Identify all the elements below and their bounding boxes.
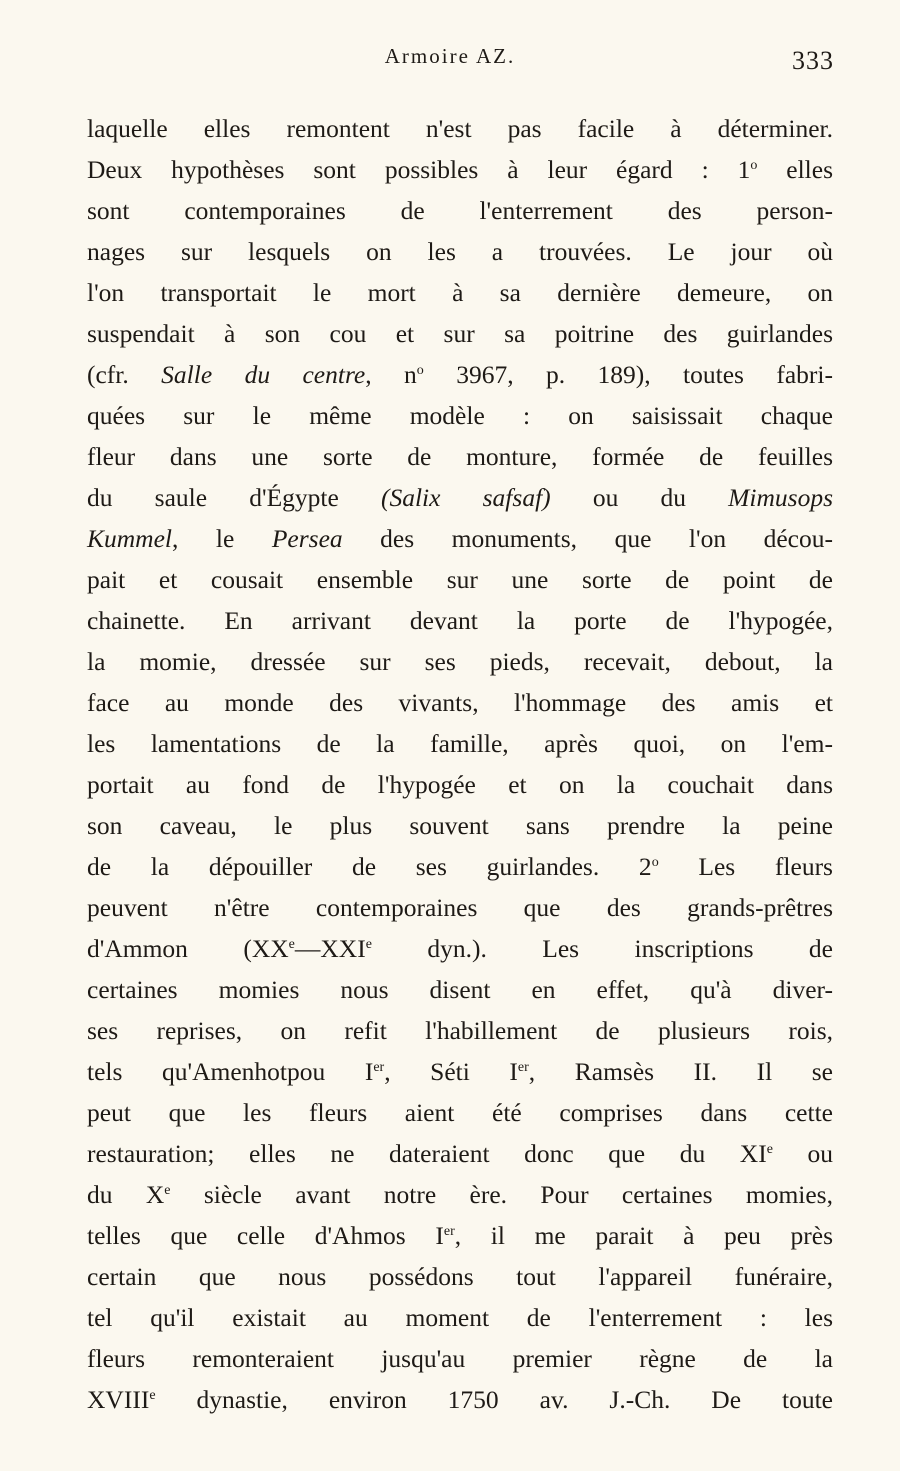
- page-number: 333: [792, 46, 834, 75]
- text-line: [87, 1379, 833, 1420]
- text-segment: des monuments, que l'on décou-: [342, 524, 833, 553]
- superscript: e: [288, 937, 295, 952]
- superscript: e: [164, 1183, 171, 1198]
- text-line: [87, 518, 833, 559]
- italic-text: (Salix safsaf): [380, 483, 551, 512]
- text-segment: , Ramsès II. Il se: [528, 1057, 833, 1086]
- text-segment: ou du: [550, 483, 729, 512]
- text-segment: restauration; elles ne dateraient donc que du XI: [87, 1139, 767, 1168]
- text-segment: peut que les fleurs aient été comprises dans cette: [87, 1098, 833, 1127]
- superscript: er: [517, 1060, 529, 1075]
- text-segment: son caveau, le plus souvent sans prendre la peine: [87, 811, 833, 840]
- text-line: [87, 272, 833, 313]
- text-segment: fleurs remonteraient jusqu'au premier règne de la: [87, 1344, 833, 1373]
- text-segment: siècle avant notre ère. Pour certaines momies,: [170, 1180, 833, 1209]
- text-segment: de la dépouiller de ses guirlandes. 2: [87, 852, 652, 881]
- superscript: o: [416, 363, 424, 378]
- text-segment: dyn.). Les inscriptions de: [371, 934, 833, 963]
- text-segment: pait et cousait ensemble sur une sorte de point de: [87, 565, 833, 594]
- text-segment: ses reprises, on refit l'habillement de plusieurs rois,: [87, 1016, 833, 1045]
- text-line: [87, 395, 833, 436]
- text-line: [87, 354, 833, 395]
- text-segment: suspendait à son cou et sur sa poitrine des guirlandes: [87, 319, 833, 348]
- text-segment: les lamentations de la famille, après quoi, on l'em-: [87, 729, 833, 758]
- superscript: er: [443, 1224, 455, 1239]
- text-line: [87, 764, 833, 805]
- italic-text: Persea: [271, 524, 343, 553]
- superscript: o: [750, 158, 758, 173]
- text-segment: Les fleurs: [658, 852, 833, 881]
- text-segment: quées sur le même modèle : on saisissait chaque: [87, 401, 833, 430]
- text-segment: dynastie, environ 1750 av. J.-Ch. De toute: [155, 1385, 833, 1414]
- text-segment: , le: [172, 524, 272, 553]
- text-line: [87, 231, 833, 272]
- text-line: [87, 969, 833, 1010]
- text-segment: nages sur lesquels on les a trouvées. Le jour où: [87, 237, 833, 266]
- text-line: [87, 887, 833, 928]
- text-segment: (cfr.: [87, 360, 162, 389]
- text-line: [87, 108, 833, 149]
- superscript: er: [373, 1060, 385, 1075]
- superscript: o: [651, 855, 659, 870]
- italic-text: Salle du centre: [161, 360, 366, 389]
- text-segment: tel qu'il existait au moment de l'enterrement : les: [87, 1303, 833, 1332]
- text-segment: Deux hypothèses sont possibles à leur égard : 1: [87, 155, 751, 184]
- text-segment: chainette. En arrivant devant la porte de l'hypogée,: [87, 606, 833, 635]
- text-segment: du saule d'Égypte: [87, 483, 381, 512]
- text-segment: certaines momies nous disent en effet, qu'à diver-: [87, 975, 833, 1004]
- text-line: [87, 1256, 833, 1297]
- text-line: [87, 477, 833, 518]
- text-line: [87, 682, 833, 723]
- running-head: [0, 44, 900, 84]
- text-line: [87, 436, 833, 477]
- text-line: [87, 559, 833, 600]
- text-segment: laquelle elles remontent n'est pas facile à déterminer.: [87, 114, 833, 143]
- text-segment: , n: [365, 360, 417, 389]
- text-line: [87, 190, 833, 231]
- text-segment: fleur dans une sorte de monture, formée de feuilles: [87, 442, 833, 471]
- text-segment: 3967, p. 189), toutes fabri-: [423, 360, 834, 389]
- text-line: [87, 846, 833, 887]
- text-line: [87, 313, 833, 354]
- body-text: [87, 108, 833, 1420]
- text-segment: du X: [87, 1180, 165, 1209]
- text-segment: face au monde des vivants, l'hommage des amis et: [87, 688, 833, 717]
- text-segment: , Séti I: [384, 1057, 518, 1086]
- text-line: [87, 1092, 833, 1133]
- superscript: e: [766, 1142, 773, 1157]
- text-segment: telles que celle d'Ahmos I: [87, 1221, 444, 1250]
- text-line: [87, 1133, 833, 1174]
- text-line: [87, 723, 833, 764]
- text-segment: elles: [757, 155, 833, 184]
- text-segment: sont contemporaines de l'enterrement des person-: [87, 196, 833, 225]
- text-segment: tels qu'Amenhotpou I: [87, 1057, 374, 1086]
- text-line: [87, 149, 833, 190]
- italic-text: Kummel: [87, 524, 172, 553]
- text-segment: d'Ammon (XX: [87, 934, 289, 963]
- text-line: [87, 1297, 833, 1338]
- running-title: Armoire AZ.: [384, 44, 516, 68]
- text-line: [87, 928, 833, 969]
- text-line: [87, 805, 833, 846]
- text-line: [87, 1215, 833, 1256]
- text-segment: portait au fond de l'hypogée et on la couchait dans: [87, 770, 833, 799]
- text-segment: la momie, dressée sur ses pieds, recevait, debout, la: [87, 647, 833, 676]
- text-segment: l'on transportait le mort à sa dernière demeure, on: [87, 278, 833, 307]
- text-segment: peuvent n'être contemporaines que des grands-prêtres: [87, 893, 833, 922]
- superscript: e: [149, 1388, 156, 1403]
- superscript: e: [365, 937, 372, 952]
- text-line: [87, 641, 833, 682]
- text-line: [87, 1010, 833, 1051]
- text-segment: , il me parait à peu près: [454, 1221, 833, 1250]
- text-line: [87, 600, 833, 641]
- text-line: [87, 1338, 833, 1379]
- text-line: [87, 1174, 833, 1215]
- text-line: [87, 1051, 833, 1092]
- text-segment: certain que nous possédons tout l'appareil funéraire,: [87, 1262, 833, 1291]
- text-segment: —XXI: [294, 934, 366, 963]
- text-segment: ou: [772, 1139, 834, 1168]
- text-segment: XVIII: [87, 1385, 150, 1414]
- italic-text: Mimusops: [728, 483, 834, 512]
